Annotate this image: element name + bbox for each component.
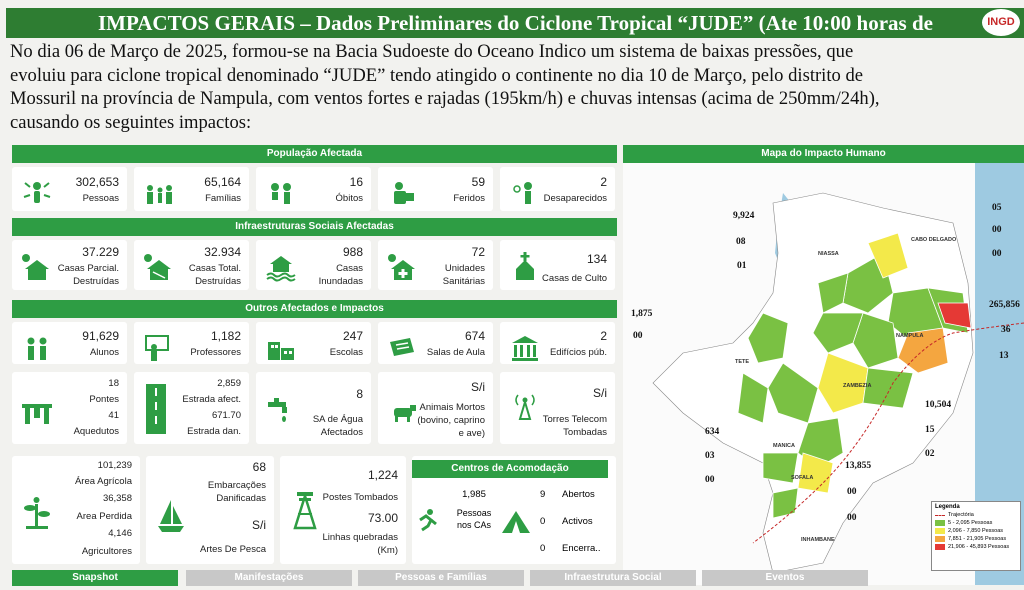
unidades-sanitarias-value: 72 [471, 245, 485, 259]
estrada-afect-label: Estrada afect. [182, 394, 241, 405]
antenna-tower-icon [508, 390, 542, 422]
card-feridos[interactable] [378, 167, 493, 211]
pessoas-cas-label2: nos CAs [456, 520, 491, 530]
tab-snapshot[interactable]: Snapshot [12, 570, 178, 586]
familias-label: Famílias [205, 193, 241, 204]
region-label: MANICA [773, 443, 795, 449]
area-perdida-value: 36,358 [102, 493, 132, 504]
sailboat-icon [154, 496, 188, 536]
card-casas-total[interactable] [134, 240, 249, 290]
card-agua[interactable] [256, 372, 371, 444]
escolas-label: Escolas [329, 347, 363, 358]
teacher-icon [142, 332, 176, 364]
edificios-value: 2 [600, 329, 607, 343]
region-label: INHAMBANE [801, 537, 835, 543]
map-value-label: 36 [1001, 325, 1011, 335]
unidades-sanitarias-label1: Unidades [444, 263, 485, 274]
map-value-label: 10,504 [925, 400, 952, 410]
obitos-value: 16 [349, 175, 363, 189]
legend-item [935, 520, 1017, 526]
obitos-label: Óbitos [335, 193, 363, 204]
pessoas-cas-value: 1,985 [462, 489, 486, 500]
card-pessoas[interactable] [12, 167, 127, 211]
torres-label1: Torres Telecom [542, 414, 607, 425]
map-value-label: 00 [847, 513, 857, 523]
map-value-label: 00 [992, 225, 1002, 235]
card-estradas[interactable] [134, 372, 249, 444]
school-icon [264, 332, 298, 364]
casas-parcial-value: 37.229 [82, 245, 119, 259]
card-alunos[interactable] [12, 322, 127, 364]
casas-inundadas-label1: Casas [336, 263, 363, 274]
familias-value: 65,164 [204, 175, 241, 189]
embarcacoes-value: 68 [252, 460, 266, 474]
intro-line: evoluiu para ciclone tropical denominado “JUDE” tendo atingido o continente no dia 10 de Março, pelo distrito de [10, 64, 863, 86]
agua-value: 8 [356, 387, 363, 401]
dashboard-panel [10, 142, 620, 568]
map-value-label: 13,855 [845, 461, 872, 471]
linhas-label2: (Km) [377, 545, 398, 556]
card-casas-parcial[interactable] [12, 240, 127, 290]
map-value-label: 08 [736, 237, 746, 247]
region-label: NIASSA [818, 251, 839, 257]
card-unidades-sanitarias[interactable] [378, 240, 493, 290]
escolas-value: 247 [342, 329, 363, 343]
card-casas-inundadas[interactable] [256, 240, 371, 290]
legend-item [935, 544, 1017, 550]
region-label: TETE [735, 359, 750, 365]
intro-line: No dia 06 de Março de 2025, formou-se na Bacia Sudoeste do Oceano Indico um sistema de baixas pressões, que [10, 41, 854, 62]
ingd-logo: INGD [982, 9, 1020, 36]
bridge-icon [20, 396, 54, 428]
map-value-label: 15 [925, 425, 935, 435]
embarcacoes-label1: Embarcações [207, 480, 266, 491]
animais-label1: Animais Mortos [419, 402, 485, 413]
postes-value: 1,224 [367, 468, 398, 482]
students-icon [20, 332, 54, 364]
region-label: NAMPULA [896, 333, 924, 339]
map-title: Mapa do Impacto Humano [623, 145, 1024, 163]
abertos-value: 9 [540, 489, 546, 500]
area-agricola-label: Área Agrícola [74, 476, 132, 487]
section-header-infra: Infraestruturas Sociais Afectadas [12, 218, 617, 236]
agricultores-label: Agricultores [81, 546, 132, 557]
pessoas-value: 302,653 [75, 175, 119, 189]
legend-label: 21,906 - 45,893 Pessoas [948, 544, 1010, 550]
professores-label: Professores [190, 347, 241, 358]
encerra-value: 0 [540, 543, 546, 554]
intro-line: causando os seguintes impactos: [10, 111, 252, 133]
pontes-value: 18 [108, 378, 119, 389]
unidades-sanitarias-label2: Sanitárias [442, 276, 485, 287]
casas-parcial-label2: Destruídas [73, 276, 119, 287]
card-embarcacoes[interactable] [146, 456, 274, 564]
section-header-outros: Outros Afectados e Impactos [12, 300, 617, 318]
map-value-label: 1,875 [631, 309, 653, 319]
alunos-value: 91,629 [82, 329, 119, 343]
casas-inundadas-label2: Inundadas [318, 276, 363, 287]
casas-total-label2: Destruídas [195, 276, 241, 287]
damaged-house-icon [20, 250, 54, 282]
animais-label3: e ave) [458, 428, 485, 439]
map-value-label: 00 [847, 487, 857, 497]
missing-person-icon [508, 177, 542, 209]
agricultores-value: 4,146 [108, 528, 132, 539]
aquedutos-label: Aquedutos [73, 426, 119, 437]
card-obitos[interactable] [256, 167, 371, 211]
report-banner [6, 8, 1024, 38]
animais-value: S/i [470, 380, 485, 394]
legend-label: Trajectória [948, 512, 974, 518]
legend-title: Legenda [935, 504, 960, 510]
legend-item [935, 536, 1017, 542]
section-header-populacao: População Afectada [12, 145, 617, 163]
region-label: SOFALA [791, 475, 814, 481]
destroyed-house-icon [142, 250, 176, 282]
tab-infraestrutura-social[interactable]: Infraestrutura Social [530, 570, 696, 586]
legend-label: 2,096 - 7,850 Pessoas [948, 528, 1004, 534]
tab-pessoas-familias[interactable]: Pessoas e Famílias [358, 570, 524, 586]
injured-icon [386, 177, 420, 209]
abertos-label: Abertos [562, 489, 595, 500]
card-familias[interactable] [134, 167, 249, 211]
estrada-dan-label: Estrada dan. [187, 426, 241, 437]
map-value-label: 00 [705, 475, 715, 485]
water-tap-icon [264, 394, 298, 426]
encerra-label: Encerra.. [562, 543, 601, 554]
embarcacoes-label2: Danificadas [216, 493, 266, 504]
card-casas-culto[interactable] [500, 240, 615, 290]
casas-culto-value: 134 [586, 252, 607, 266]
agua-label2: Afectados [320, 427, 363, 438]
legend-item [935, 528, 1017, 534]
family-icon [142, 177, 176, 209]
map-value-label: 9,924 [733, 211, 755, 221]
card-pontes-aquedutos[interactable] [12, 372, 127, 444]
map-value-label: 03 [705, 451, 715, 461]
pontes-label: Pontes [89, 394, 119, 405]
artes-label: Artes De Pesca [200, 544, 266, 555]
deceased-icon [264, 177, 298, 209]
card-desaparecidos[interactable] [500, 167, 615, 211]
dashboard-tabs [12, 570, 1024, 590]
card-edificios-publicos[interactable] [500, 322, 615, 364]
edificios-label: Edifícios púb. [549, 347, 607, 358]
area-agricola-value: 101,239 [97, 460, 132, 471]
area-perdida-label: Area Perdida [76, 511, 132, 522]
banner-title: IMPACTOS GERAIS – Dados Preliminares do Ciclone Tropical “JUDE” (Ate 10:00 horas de [98, 11, 933, 35]
professores-value: 1,182 [210, 329, 241, 343]
estrada-afect-value: 2,859 [217, 378, 241, 389]
tab-manifestacoes[interactable]: Manifestações [186, 570, 352, 586]
section-header-centros: Centros de Acomodação [412, 460, 608, 478]
card-agricultura[interactable] [12, 456, 140, 564]
map-value-label: 02 [925, 449, 935, 459]
public-building-icon [508, 332, 542, 364]
impact-map [623, 145, 1024, 585]
tab-eventos[interactable]: Eventos [702, 570, 868, 586]
crop-plant-icon [20, 494, 54, 534]
legend-label: 5 - 2,095 Pessoas [948, 520, 993, 526]
card-centros-acomodacao[interactable] [412, 456, 616, 564]
postes-label: Postes Tombados [322, 492, 398, 503]
health-unit-icon [386, 250, 420, 282]
feridos-label: Feridos [453, 193, 485, 204]
region-label: ZAMBEZIA [843, 383, 872, 389]
map-value-label: 05 [992, 203, 1002, 213]
card-postes[interactable] [280, 456, 406, 564]
district-area [773, 488, 798, 518]
flooded-house-icon [264, 250, 298, 282]
card-salas-aula[interactable] [378, 322, 493, 364]
map-legend [931, 501, 1021, 571]
desaparecidos-value: 2 [600, 175, 607, 189]
intro-paragraph [10, 40, 1022, 134]
classroom-icon [386, 332, 420, 364]
power-pylon-icon [288, 488, 322, 532]
card-animais[interactable] [378, 372, 493, 444]
estrada-dan-value: 671.70 [211, 410, 241, 421]
animais-label2: (bovino, caprino [417, 415, 485, 426]
church-icon [508, 250, 542, 282]
card-professores[interactable] [134, 322, 249, 364]
casas-inundadas-value: 988 [342, 245, 363, 259]
feridos-value: 59 [471, 175, 485, 189]
pessoas-label: Pessoas [82, 193, 119, 204]
legend-item [935, 512, 1017, 518]
casas-total-label1: Casas Total. [188, 263, 241, 274]
desaparecidos-label: Desaparecidos [543, 193, 607, 204]
linhas-value: 73.00 [367, 511, 398, 525]
pessoas-cas-label1: Pessoas [456, 508, 492, 518]
agua-label1: SA de Água [312, 414, 363, 425]
card-escolas[interactable] [256, 322, 371, 364]
map-value-label: 634 [705, 427, 720, 437]
activos-label: Activos [562, 516, 593, 527]
artes-value: S/i [251, 518, 266, 532]
linhas-label1: Linhas quebradas [322, 532, 398, 543]
intro-line: Mossuril na província de Nampula, com ventos fortes e rajadas (195km/h) e chuvas intensas (acima de 250mm/24h), [10, 88, 880, 109]
torres-value: S/i [592, 386, 607, 400]
map-value-label: 13 [999, 351, 1009, 361]
salas-aula-label: Salas de Aula [426, 347, 485, 358]
running-person-icon [416, 508, 438, 532]
casas-culto-label: Casas de Culto [542, 273, 607, 284]
map-value-label: 01 [737, 261, 747, 271]
cattle-icon [386, 396, 420, 428]
shelter-tent-icon [500, 509, 532, 535]
card-torres[interactable] [500, 372, 615, 444]
people-burst-icon [20, 177, 54, 209]
map-value-label: 265,856 [989, 300, 1020, 310]
alunos-label: Alunos [89, 347, 119, 358]
casas-parcial-label1: Casas Parcial. [57, 263, 119, 274]
legend-label: 7,851 - 21,905 Pessoas [948, 536, 1007, 542]
map-value-label: 00 [992, 249, 1002, 259]
road-icon [142, 382, 170, 436]
torres-label2: Tombadas [563, 427, 607, 438]
aquedutos-value: 41 [108, 410, 119, 421]
region-label: CABO DELGADO [911, 237, 957, 243]
casas-total-value: 32.934 [204, 245, 241, 259]
activos-value: 0 [540, 516, 546, 527]
map-value-label: 00 [633, 331, 643, 341]
salas-aula-value: 674 [464, 329, 485, 343]
